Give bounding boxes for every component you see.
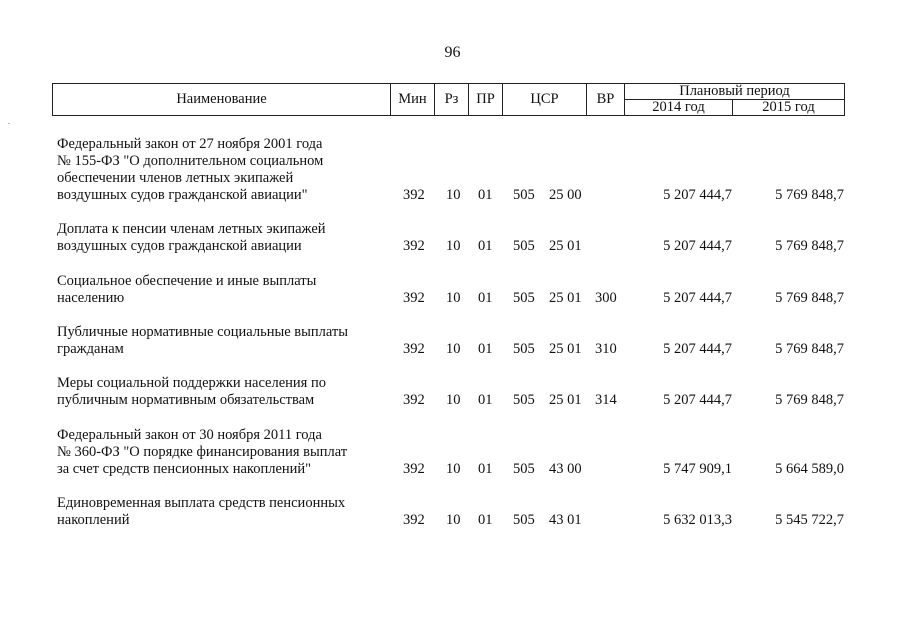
row-pr-cell: 01 — [478, 187, 493, 203]
row-rz-cell: 10 — [446, 461, 461, 477]
row-y015-cell: 5 769 848,7 — [775, 341, 844, 357]
header-csr: ЦСР — [503, 84, 587, 116]
row-name: Доплата к пенсии членам летных экипажей воздушных судов гражданской авиации — [57, 221, 326, 254]
row-y014-cell: 5 207 444,7 — [663, 392, 732, 408]
row-min-cell: 392 — [403, 512, 425, 528]
row-csr-cell: 43 01 — [549, 512, 582, 528]
row-y015-cell: 5 769 848,7 — [775, 187, 844, 203]
row-name: Социальное обеспечение и иные выплаты населению — [57, 273, 317, 306]
row-csr-cell: 25 01 — [549, 392, 582, 408]
row-y014-cell: 5 207 444,7 — [663, 290, 732, 306]
row-csr-cell: 505 — [513, 392, 535, 408]
header-year-2014: 2014 год — [625, 100, 733, 116]
table-row — [0, 375, 905, 409]
row-csr-cell: 505 — [513, 187, 535, 203]
header-pr: ПР — [469, 84, 503, 116]
table-row — [0, 221, 905, 255]
row-y014-cell: 5 207 444,7 — [663, 238, 732, 254]
row-name: Меры социальной поддержки населения по публичным нормативным обязательствам — [57, 375, 326, 408]
table-row — [0, 273, 905, 307]
row-min-cell: 392 — [403, 461, 425, 477]
row-min-cell: 392 — [403, 392, 425, 408]
row-pr-cell: 01 — [478, 238, 493, 254]
row-y015-cell: 5 545 722,7 — [775, 512, 844, 528]
header-name: Наименование — [53, 84, 391, 116]
row-rz-cell: 10 — [446, 238, 461, 254]
row-min-cell: 392 — [403, 187, 425, 203]
row-y015-cell: 5 769 848,7 — [775, 290, 844, 306]
row-y014-cell: 5 632 013,3 — [663, 512, 732, 528]
row-csr-cell: 505 — [513, 461, 535, 477]
table-row — [0, 427, 905, 478]
row-pr-cell: 01 — [478, 512, 493, 528]
row-min-cell: 392 — [403, 238, 425, 254]
row-csr-cell: 25 01 — [549, 290, 582, 306]
row-csr-cell: 505 — [513, 341, 535, 357]
header-rz: Рз — [435, 84, 469, 116]
row-min-cell: 392 — [403, 341, 425, 357]
row-name: Федеральный закон от 30 ноября 2011 года № 360-ФЗ "О порядке финансирования выплат за счет средств пенсионных накоплений" — [57, 427, 348, 477]
row-csr-cell: 25 01 — [549, 341, 582, 357]
row-y015-cell: 5 664 589,0 — [775, 461, 844, 477]
row-name: Публичные нормативные социальные выплаты гражданам — [57, 324, 348, 357]
row-vr-cell: 300 — [595, 290, 617, 306]
row-min-cell: 392 — [403, 290, 425, 306]
row-y015-cell: 5 769 848,7 — [775, 392, 844, 408]
row-rz-cell: 10 — [446, 341, 461, 357]
page-number: 96 — [444, 44, 461, 61]
row-csr-cell: 505 — [513, 512, 535, 528]
row-vr-cell: 314 — [595, 392, 617, 408]
row-csr-cell: 25 00 — [549, 187, 582, 203]
row-csr-cell: 43 00 — [549, 461, 582, 477]
row-csr-cell: 25 01 — [549, 238, 582, 254]
row-y014-cell: 5 207 444,7 — [663, 341, 732, 357]
row-rz-cell: 10 — [446, 392, 461, 408]
row-csr-cell: 505 — [513, 290, 535, 306]
row-pr-cell: 01 — [478, 290, 493, 306]
table-row — [0, 136, 905, 204]
row-vr-cell: 310 — [595, 341, 617, 357]
header-year-2015: 2015 год — [733, 100, 845, 116]
row-rz-cell: 10 — [446, 290, 461, 306]
row-pr-cell: 01 — [478, 341, 493, 357]
row-pr-cell: 01 — [478, 461, 493, 477]
row-y014-cell: 5 207 444,7 — [663, 187, 732, 203]
row-rz-cell: 10 — [446, 187, 461, 203]
row-name: Федеральный закон от 27 ноября 2001 года № 155-ФЗ "О дополнительном социальном обеспечении членов летных экипажей воздушных судов гражданской авиации" — [57, 136, 324, 203]
header-min: Мин — [391, 84, 435, 116]
table-row — [0, 324, 905, 358]
row-rz-cell: 10 — [446, 512, 461, 528]
table-row — [0, 495, 905, 529]
row-pr-cell: 01 — [478, 392, 493, 408]
row-y014-cell: 5 747 909,1 — [663, 461, 732, 477]
row-y015-cell: 5 769 848,7 — [775, 238, 844, 254]
row-name: Единовременная выплата средств пенсионных накоплений — [57, 495, 346, 528]
header-planned-period: Плановый период — [625, 84, 845, 100]
header-vr: ВР — [587, 84, 625, 116]
row-csr-cell: 505 — [513, 238, 535, 254]
